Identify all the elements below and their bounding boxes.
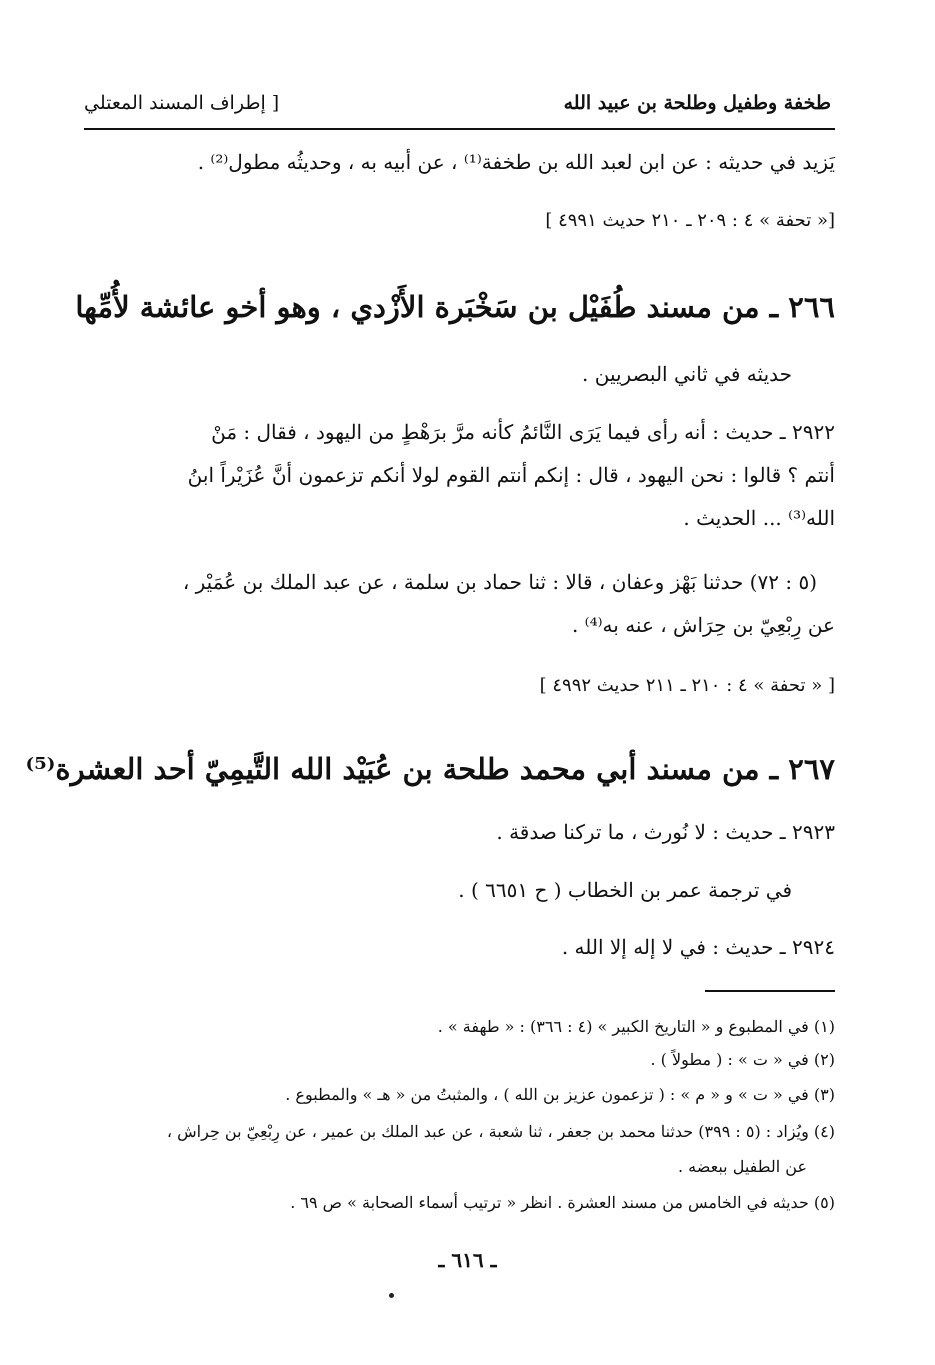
section-title-266: ٢٦٦ ـ من مسند طُفَيْل بن سَخْبَرة الأَزْدي ، وهو أخو عائشة لأُمِّها: [75, 290, 835, 324]
hadith-2924: ٢٩٢٤ ـ حديث : في لا إله إلا الله .: [561, 935, 835, 959]
page-number: ـ ٦١٦ ـ: [438, 1248, 497, 1272]
section-title-267: ٢٦٧ ـ من مسند أبي محمد طلحة بن عُبَيْد الله التَّيمِيّ أحد العشرة⁽⁵⁾: [25, 752, 835, 786]
isnad-line-1: (٥ : ٧٢) حدثنا بَهْز وعفان ، قالا : ثنا حماد بن سلمة ، عن عبد الملك بن عُمَيْر ،: [182, 570, 817, 594]
footnote-2: (٢) في « ت » : ( مطولاً ) .: [650, 1050, 835, 1069]
text-line-3: في ترجمة عمر بن الخطاب ( ح ٦٦٥١ ) .: [458, 878, 792, 902]
footnote-4-continued: عن الطفيل ببعضه .: [677, 1157, 807, 1176]
hadith-2922-line-1: ٢٩٢٢ ـ حديث : أنه رأى فيما يَرَى النَّائمُ كأنه مرَّ برَهْطٍ من اليهود ، فقال : مَنْ: [211, 420, 835, 444]
hadith-2923: ٢٩٢٣ ـ حديث : لا نُورث ، ما تركنا صدقة .: [496, 820, 835, 844]
hadith-2922-line-3: الله⁽³⁾ ... الحديث .: [683, 506, 835, 530]
running-title: طخفة وطفيل وطلحة بن عبيد الله: [563, 92, 831, 114]
footnote-1: (١) في المطبوع و « التاريخ الكبير » (٤ : ٣٦٦) : « طهفة » .: [437, 1017, 835, 1036]
isnad-line-2: عن رِبْعِيّ بن حِرَاش ، عنه به⁽⁴⁾ .: [571, 613, 835, 637]
text-line-2: حديثه في ثاني البصريين .: [582, 362, 792, 386]
footnote-rule: [705, 990, 835, 992]
reference-line-1: [« تحفة » ٤ : ٢٠٩ ـ ٢١٠ حديث ٤٩٩١ ]: [545, 210, 835, 231]
hadith-2922-line-2: أنتم ؟ قالوا : نحن اليهود ، قال : إنكم أنتم القوم لولا أنكم تزعمون أنَّ عُزَيْراً ابنُ: [187, 463, 835, 487]
page-dot: [389, 1293, 394, 1298]
reference-line-2: [ « تحفة » ٤ : ٢١٠ ـ ٢١١ حديث ٤٩٩٢ ]: [539, 675, 835, 696]
header-rule: [84, 128, 835, 130]
footnote-3: (٣) في « ت » و « م » : ( تزعمون عزيز بن الله ) ، والمثبتُ من « هـ » والمطبوع .: [285, 1085, 835, 1104]
footnote-5: (٥) حديثه في الخامس من مسند العشرة . انظر « ترتيب أسماء الصحابة » ص ٦٩ .: [290, 1193, 835, 1212]
book-title: [ إطراف المسند المعتلي: [84, 92, 280, 114]
text-line-1: يَزيد في حديثه : عن ابن لعبد الله بن طخفة⁽¹⁾ ، عن أبيه به ، وحديثُه مطول⁽²⁾ .: [197, 150, 835, 174]
footnote-4: (٤) ويُزاد : (٥ : ٣٩٩) حدثنا محمد بن جعفر ، ثنا شعبة ، عن عبد الملك بن عمير ، عن رِبْعِيّ بن حِراش ،: [166, 1122, 835, 1141]
